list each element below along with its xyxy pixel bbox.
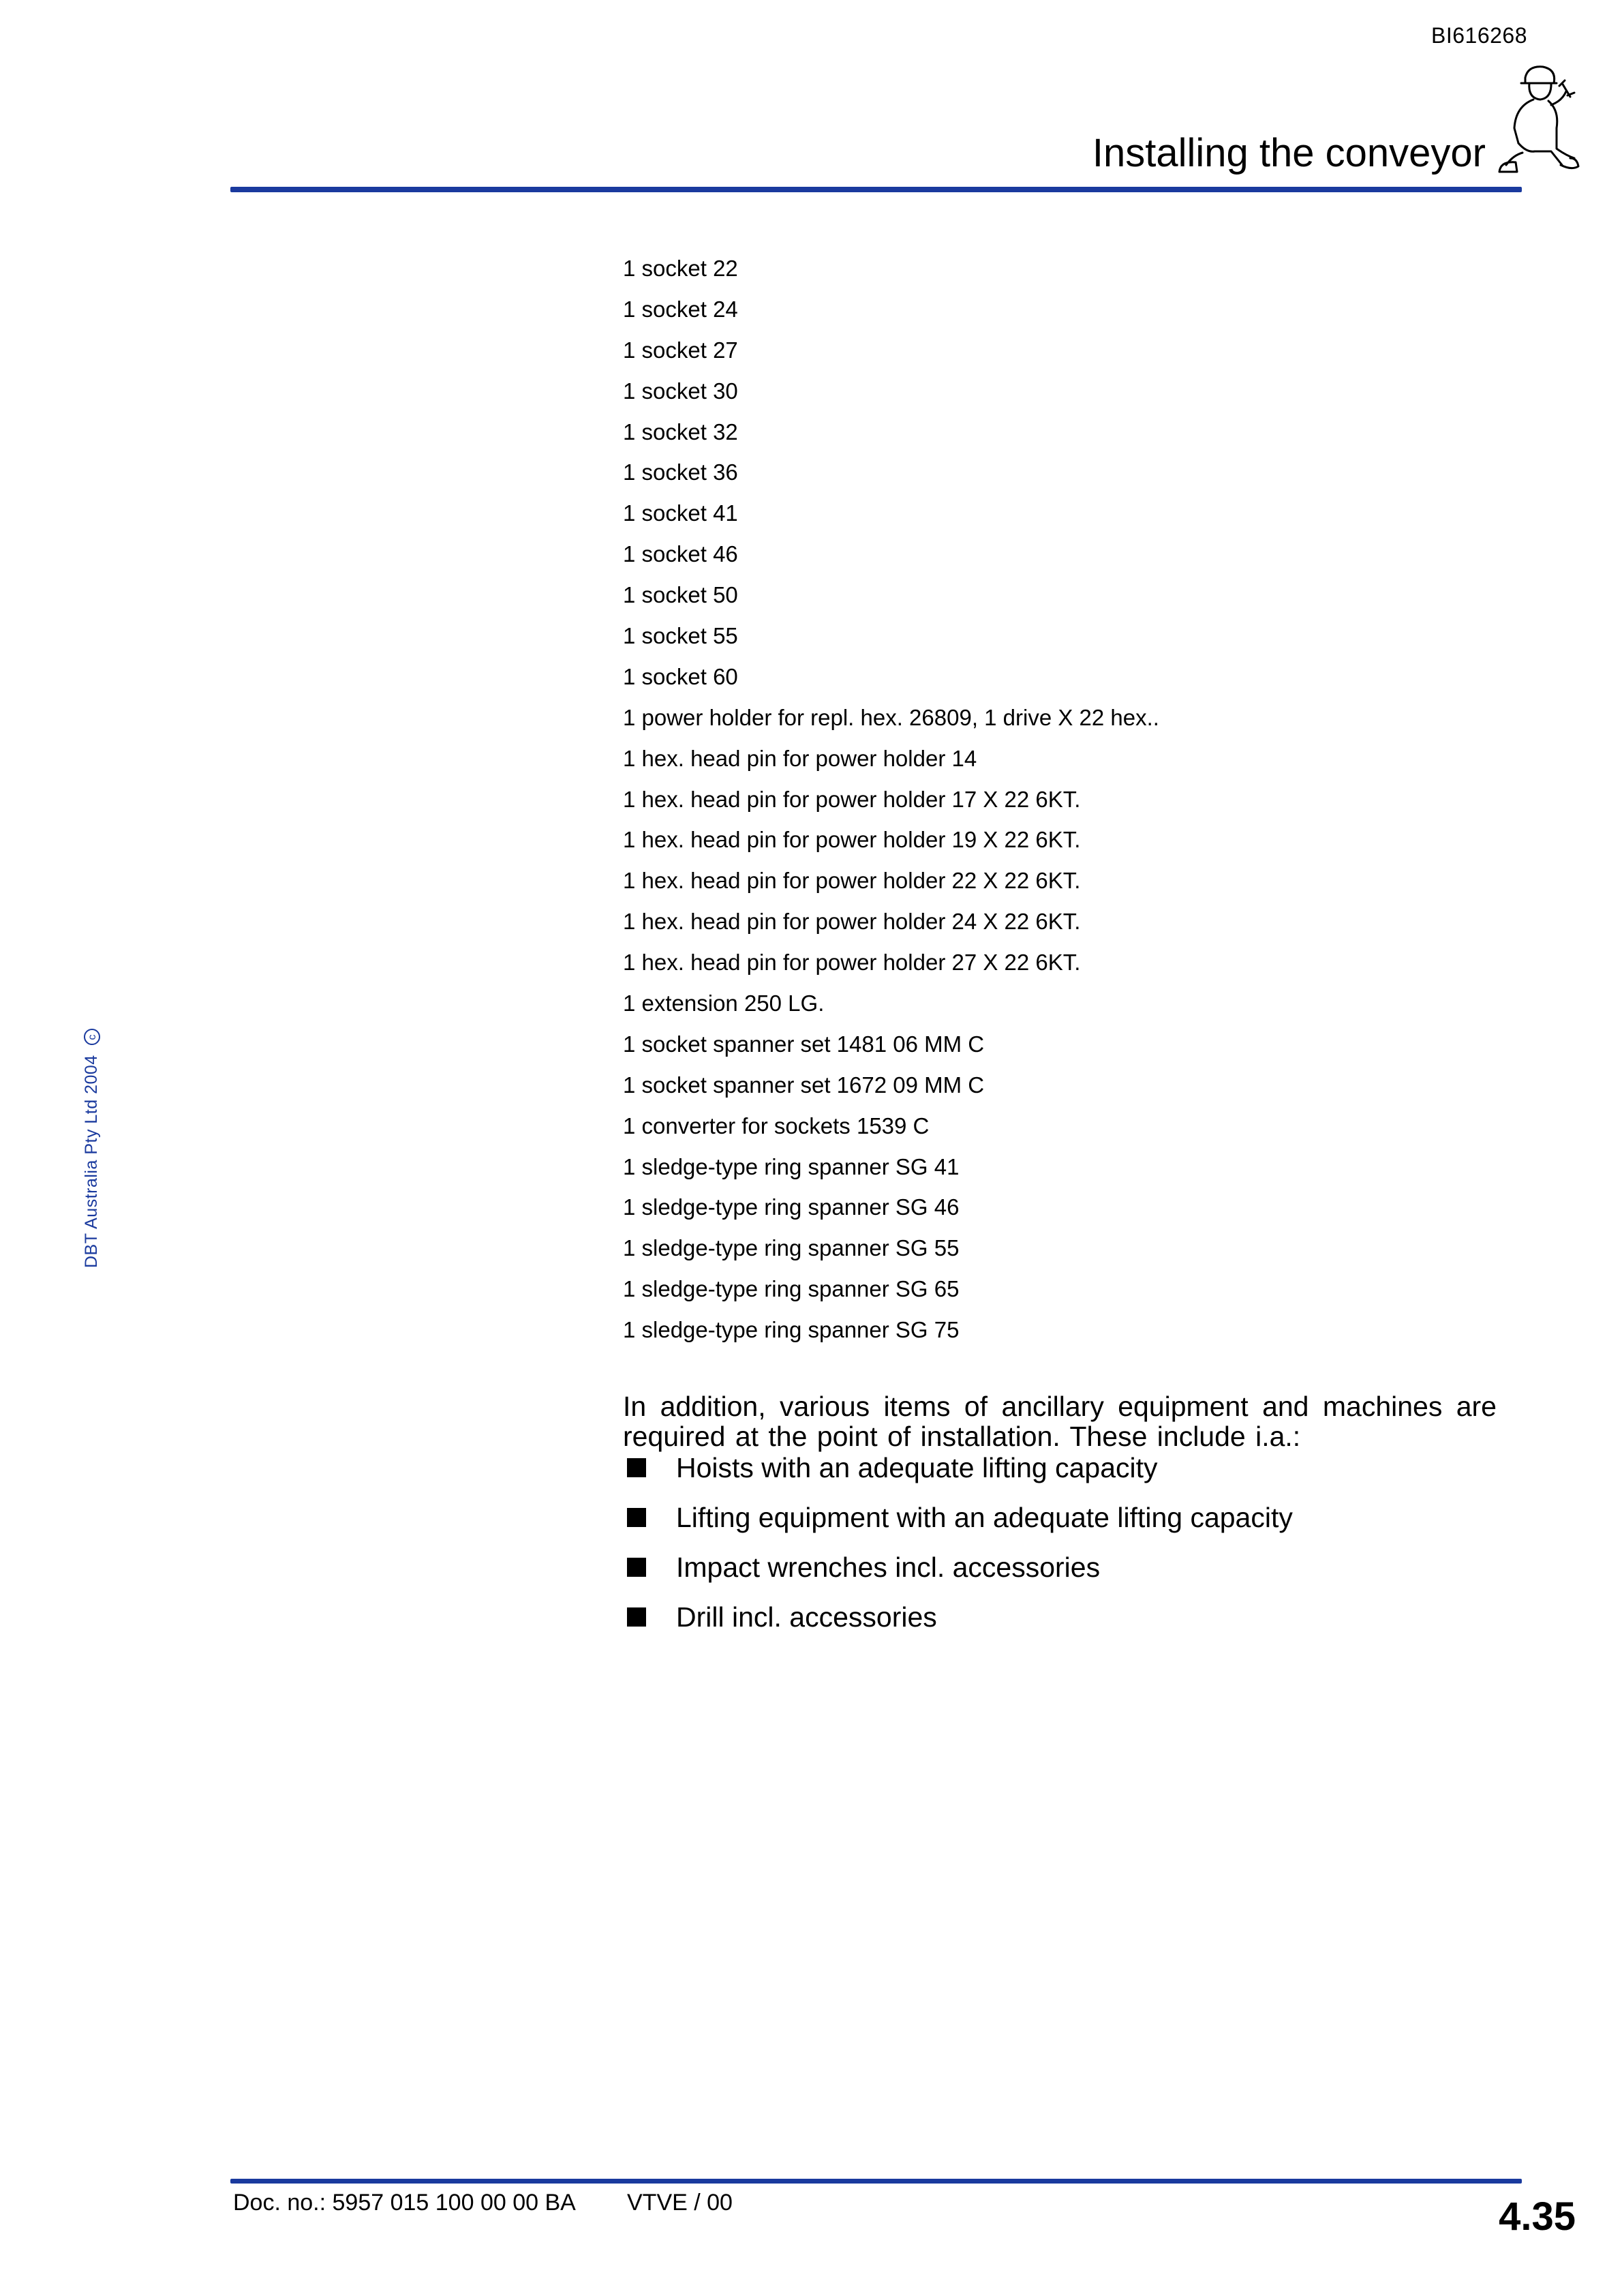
list-item: 1 sledge-type ring spanner SG 75 (623, 1317, 960, 1343)
page-title: Installing the conveyor (1092, 131, 1486, 175)
list-item: 1 converter for sockets 1539 C (623, 1113, 930, 1138)
copyright-text: DBT Australia Pty Ltd 2004 (82, 1055, 101, 1268)
list-item: 1 hex. head pin for power holder 17 X 22 6KT. (623, 786, 1081, 812)
header-rule (230, 187, 1522, 192)
list-item: 1 socket 27 (623, 337, 738, 363)
list-item: 1 socket 60 (623, 663, 738, 689)
list-item: 1 socket spanner set 1481 06 MM C (623, 1031, 985, 1057)
bullet-item (623, 1542, 1293, 1592)
list-item: 1 socket 22 (623, 256, 738, 281)
list-item: 1 socket 32 (623, 419, 738, 444)
bullet-text: Hoists with an adequate lifting capacity (676, 1451, 1158, 1483)
copyright-notice (82, 1029, 102, 1268)
list-item: 1 sledge-type ring spanner SG 55 (623, 1235, 960, 1261)
footer-version: VTVE / 00 (627, 2190, 733, 2216)
bullet-item (623, 1592, 1293, 1642)
list-item: 1 socket 50 (623, 582, 738, 608)
list-item: 1 socket 36 (623, 459, 738, 485)
list-item: 1 extension 250 LG. (623, 991, 825, 1016)
list-item: 1 socket spanner set 1672 09 MM C (623, 1072, 985, 1098)
list-item: 1 sledge-type ring spanner SG 65 (623, 1276, 960, 1302)
list-item: 1 socket 30 (623, 378, 738, 404)
footer-document-number: Doc. no.: 5957 015 100 00 00 BA (233, 2190, 576, 2216)
equipment-bullet-list (623, 1442, 1293, 1642)
bullet-item (623, 1442, 1293, 1492)
list-item: 1 hex. head pin for power holder 14 (623, 745, 977, 771)
black-square-bullet-icon (627, 1558, 646, 1577)
footer-rule (230, 2179, 1522, 2184)
page-number: 4.35 (1499, 2194, 1576, 2239)
bullet-text: Impact wrenches incl. accessories (676, 1551, 1101, 1583)
tool-list (623, 251, 1159, 1353)
list-item: 1 hex. head pin for power holder 27 X 22 6KT. (623, 950, 1081, 976)
list-item: 1 socket 46 (623, 541, 738, 567)
document-id: BI616268 (1431, 23, 1528, 48)
list-item: 1 power holder for repl. hex. 26809, 1 drive X 22 hex.. (623, 704, 1159, 730)
list-item: 1 sledge-type ring spanner SG 46 (623, 1194, 960, 1220)
bullet-text: Drill incl. accessories (676, 1601, 937, 1633)
worker-with-wrench-icon (1486, 63, 1581, 179)
list-item: 1 hex. head pin for power holder 19 X 22 6KT. (623, 827, 1081, 853)
list-item: 1 socket 41 (623, 500, 738, 526)
list-item: 1 socket 24 (623, 296, 738, 322)
list-item: 1 sledge-type ring spanner SG 41 (623, 1153, 960, 1179)
black-square-bullet-icon (627, 1508, 646, 1527)
list-item: 1 hex. head pin for power holder 24 X 22 6KT. (623, 909, 1081, 935)
bullet-text: Lifting equipment with an adequate lifting capacity (676, 1501, 1293, 1533)
list-item: 1 hex. head pin for power holder 22 X 22 6KT. (623, 868, 1081, 894)
black-square-bullet-icon (627, 1458, 646, 1477)
black-square-bullet-icon (627, 1607, 646, 1627)
copyright-symbol-icon: c (84, 1029, 100, 1045)
bullet-item (623, 1492, 1293, 1542)
intro-paragraph: In addition, various items of ancillary equipment and machines are required at the point of installation. These include i.a.: (623, 1391, 1497, 1452)
list-item: 1 socket 55 (623, 623, 738, 649)
